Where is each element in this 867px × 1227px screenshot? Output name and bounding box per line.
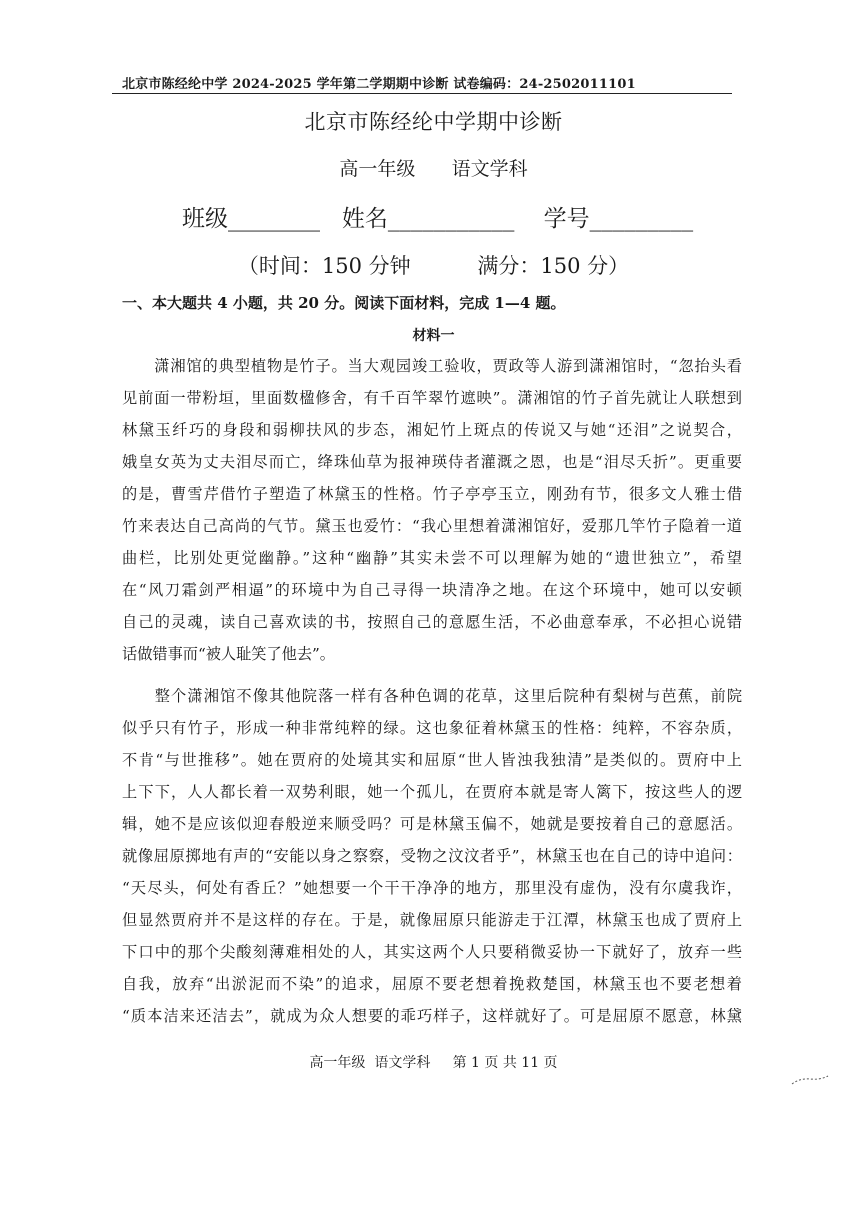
paragraph-1: [122, 350, 742, 670]
text-line: 但显然贾府并不是这样的存在。于是，就像屈原只能游走于江潭，林黛玉也成了贾府上: [122, 911, 742, 929]
text-line: 话做错事而“被人耻笑了他去”。: [122, 645, 335, 663]
text-line: “质本洁来还洁去”，就成为众人想要的乖巧样子，这样就好了。可是屈原不愿意，林黛: [122, 1007, 742, 1025]
text-line: 见前面一带粉垣，里面数楹修舍，有千百竿翠竹遮映”。潇湘馆的竹子首先就让人联想到: [122, 389, 742, 407]
text-line: “天尽头，何处有香丘？”她想要一个干干净净的地方，那里没有虚伪，没有尔虞我诈，: [122, 879, 742, 897]
material-heading: 材料一: [412, 328, 455, 344]
text-line: 似乎只有竹子，形成一种非常纯粹的绿。这也象征着林黛玉的性格：纯粹，不容杂质，: [122, 719, 742, 737]
student-info-row: 班级________ 姓名___________ 学号_________: [182, 206, 694, 232]
text-line: 自己的灵魂，读自己喜欢读的书，按照自己的意愿生活，不必曲意奉承，不必担心说错: [122, 613, 742, 631]
text-line: 整个潇湘馆不像其他院落一样有各种色调的花草，这里后院种有梨树与芭蕉，前院: [122, 687, 742, 705]
text-line: 辑，她不是应该似迎春般逆来顺受吗？可是林黛玉偏不，她就是要按着自己的意愿活。: [122, 815, 742, 833]
text-line: 不肯“与世推移”。她在贾府的处境其实和屈原“世人皆浊我独清”是类似的。贾府中上: [122, 751, 742, 769]
pen-mark: [790, 1072, 830, 1088]
text-line: 上下下，人人都长着一双势利眼，她一个孤儿，在贾府本就是寄人篱下，按这些人的逻: [122, 783, 742, 801]
question-instruction: 一、本大题共 4 小题，共 20 分。阅读下面材料，完成 1—4 题。: [122, 294, 566, 312]
text-line: 下口中的那个尖酸刻薄难相处的人，其实这两个人只要稍微妥协一下就好了，放弃一些: [122, 943, 742, 961]
exam-header: 北京市陈经纶中学 2024-2025 学年第二学期期中诊断 试卷编码：24-2502011101: [122, 77, 636, 92]
time-score: （时间：150 分钟 满分：150 分）: [237, 254, 630, 278]
page-footer: 高一年级 语文学科 第 1 页 共 11 页: [309, 1055, 558, 1071]
page-title: 北京市陈经纶中学期中诊断: [304, 110, 563, 134]
grade-subject: 高一年级 语文学科: [339, 158, 528, 180]
text-line: 的是，曹雪芹借竹子塑造了林黛玉的性格。竹子亭亭玉立，刚劲有节，很多文人雅士借: [122, 485, 742, 503]
paragraph-2: [122, 680, 742, 1032]
header-divider: [112, 93, 732, 94]
text-line: 曲栏，比别处更觉幽静。”这种“幽静”其实未尝不可以理解为她的“遗世独立”，希望: [122, 549, 742, 567]
text-line: 潇湘馆的典型植物是竹子。当大观园竣工验收，贾政等人游到潇湘馆时，“忽抬头看: [122, 357, 742, 375]
text-line: 竹来表达自己高尚的气节。黛玉也爱竹：“我心里想着潇湘馆好，爱那几竿竹子隐着一道: [122, 517, 742, 535]
text-line: 就像屈原掷地有声的“安能以身之察察，受物之汶汶者乎”，林黛玉也在自己的诗中追问：: [122, 847, 742, 865]
text-line: 娥皇女英为丈夫泪尽而亡，绛珠仙草为报神瑛侍者灌溉之恩，也是“泪尽夭折”。更重要: [122, 453, 742, 471]
text-line: 自我，放弃“出淤泥而不染”的追求，屈原不要老想着挽救楚国，林黛玉也不要老想着: [122, 975, 742, 993]
text-line: 林黛玉纤巧的身段和弱柳扶风的步态，湘妃竹上斑点的传说又与她“还泪”之说契合，: [122, 421, 742, 439]
text-line: 在“风刀霜剑严相逼”的环境中为自己寻得一块清净之地。在这个环境中，她可以安顿: [122, 581, 742, 599]
